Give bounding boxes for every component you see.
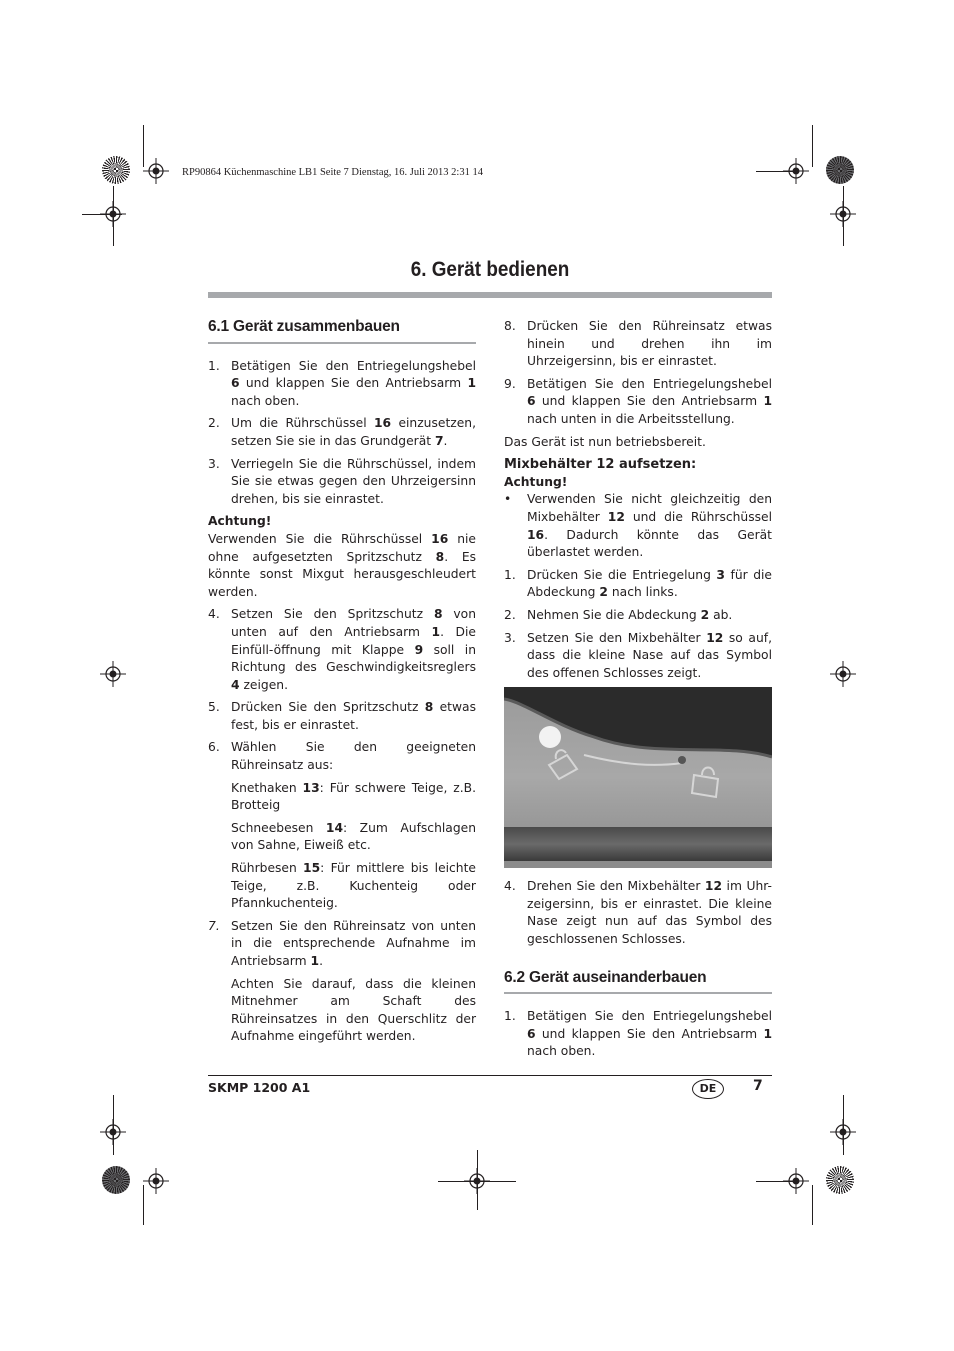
color-star-icon <box>826 156 854 184</box>
list-item: 5. Drücken Sie den Spritzschutz 8 etwas fest, bis er einrastet. <box>208 700 476 732</box>
left-column <box>208 318 476 1051</box>
print-slug: RP90864 Küchenmaschine LB1 Seite 7 Dienstag, 16. Juli 2013 2:31 14 <box>182 167 483 178</box>
attachment-option: Rührbesen 15: Für mittlere bis leichte Teige, z.B. Kuchenteig oder Pfannkuchenteig. <box>231 861 476 911</box>
warning-text: Verwenden Sie die Rührschüssel 16 nie ohne aufgesetzten Spritzschutz 8. Es könnte sonst Mixgut herausgeschleudert werden. <box>208 531 476 599</box>
section-heading-disassemble: 6.2 Gerät auseinanderbauen <box>504 969 772 995</box>
page-number: 7 <box>753 1078 763 1094</box>
registration-mark-icon <box>830 661 856 687</box>
note-text: Achten Sie darauf, dass die kleinen Mitnehmer am Schaft des Rühreinsatzes in den Querschlitz der Aufnahme eingeführt werden. <box>231 976 476 1044</box>
mixer-heading: Mixbehälter 12 aufsetzen: <box>504 457 697 473</box>
right-column <box>504 318 772 1066</box>
warning-label: Achtung! <box>504 474 568 489</box>
list-item: 8. Drücken Sie den Rühreinsatz etwas hinein und drehen ihn im Uhrzeigersinn, bis er einrastet. <box>504 319 772 369</box>
bullet-item: • Verwenden Sie nicht gleichzeitig den Mixbehälter 12 und die Rührschüssel 16. Dadurch könnte das Gerät überlastet werden. <box>504 492 772 560</box>
list-item: 2. Um die Rührschüssel 16 einzusetzen, setzen Sie sie in das Grundgerät 7. <box>208 416 476 448</box>
list-item: 4. Drehen Sie den Mixbehälter 12 im Uhr-zeigersinn, bis er einrastet. Die kleine Nase zeigt nun auf das Symbol des geschlossenen Schlosses. <box>504 879 772 947</box>
title-rule <box>208 292 772 298</box>
section-heading-assemble: 6.1 Gerät zusammenbauen <box>208 318 476 344</box>
list-item: 9. Betätigen Sie den Entriegelungshebel 6 und klappen Sie den Antriebsarm 1 nach unten in die Arbeitsstellung. <box>504 376 772 426</box>
list-item: 1. Betätigen Sie den Entriegelungshebel 6 und klappen Sie den Antriebsarm 1 nach oben. <box>504 1009 772 1059</box>
list-item: 7. Setzen Sie den Rühreinsatz von unten in die entsprechende Aufnahme im Antriebsarm 1. <box>208 918 476 968</box>
crop-mark <box>812 125 813 167</box>
list-item: 3. Setzen Sie den Mixbehälter 12 so auf, dass die kleine Nase auf das Symbol des offenen Schlosses zeigt. <box>504 630 772 680</box>
page-title: 6. Gerät bedienen <box>410 258 570 281</box>
language-badge: DE <box>692 1079 724 1099</box>
attachment-option: Schneebesen 14: Zum Aufschlagen von Sahne, Eiweiß etc. <box>231 820 476 853</box>
list-item: 3. Verriegeln Sie die Rührschüssel, indem Sie sie etwas gegen den Uhrzeigersinn drehen, bis sie einrastet. <box>208 456 476 506</box>
registration-mark-icon <box>100 201 126 227</box>
registration-mark-icon <box>100 661 126 687</box>
crop-mark <box>477 1150 478 1210</box>
warning-label: Achtung! <box>208 514 272 529</box>
registration-mark-icon <box>830 201 856 227</box>
ready-text: Das Gerät ist nun betriebsbereit. <box>504 434 706 449</box>
attachment-option: Knethaken 13: Für schwere Teige, z.B. Brotteig <box>231 780 476 813</box>
list-item: 6. Wählen Sie den geeigneten Rühreinsatz aus: <box>208 740 476 773</box>
footer-rule <box>208 1075 772 1076</box>
crop-mark <box>812 1185 813 1225</box>
color-star-icon <box>826 1166 854 1194</box>
list-item: 2. Nehmen Sie die Abdeckung 2 ab. <box>504 607 733 622</box>
list-item: 1. Drücken Sie die Entriegelung 3 für die Abdeckung 2 nach links. <box>504 567 772 600</box>
registration-mark-icon <box>830 1119 856 1145</box>
list-item: 4. Setzen Sie den Spritzschutz 8 von unten auf den Antriebsarm 1. Die Einfüll-öffnung mit Klappe 9 soll in Richtung des Geschwindigkeitsreglers 4 zeigen. <box>208 607 477 692</box>
registration-mark-icon <box>783 1168 809 1194</box>
registration-mark-icon <box>143 158 169 184</box>
registration-mark-icon <box>100 1119 126 1145</box>
footer-model: SKMP 1200 A1 <box>208 1080 311 1095</box>
registration-mark-icon <box>143 1168 169 1194</box>
list-item: 1. Betätigen Sie den Entriegelungshebel 6 und klappen Sie den Antriebsarm 1 nach oben. <box>208 358 476 408</box>
color-star-icon <box>102 1166 130 1194</box>
lock-symbol-photo <box>504 687 772 868</box>
color-star-icon <box>102 156 130 184</box>
registration-mark-icon <box>783 158 809 184</box>
